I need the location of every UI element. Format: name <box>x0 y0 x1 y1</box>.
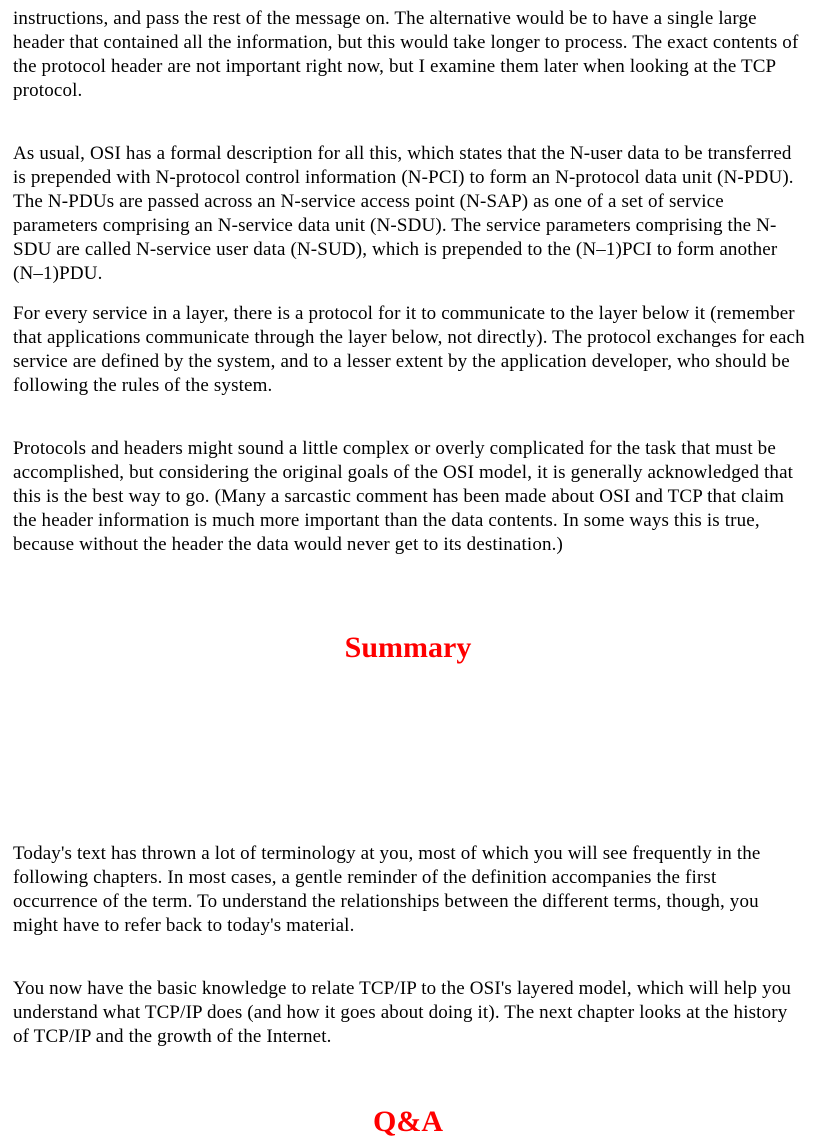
paragraph-osi-formal-description: As usual, OSI has a formal description for all this, which states that the N-user data to be transferred is prepended with N-protocol control information (N-PCI) to form an N-protocol data unit (N-PDU). The N-PDUs are passed across an N-service access point (N-SAP) as one of a set of service parameters comprising an N-service data unit (N-SDU). The service parameters comprising the N-SDU are called N-service user data (N-SUD), which is prepended to the (N–1)PCI to form another (N–1)PDU. <box>13 143 794 284</box>
paragraph-summary-next-chapter: You now have the basic knowledge to relate TCP/IP to the OSI's layered model, which will help you understand what TCP/IP does (and how it goes about doing it). The next chapter looks at the history of TCP/IP and the growth of the Internet. <box>13 978 792 1047</box>
paragraph-layer-protocols: For every service in a layer, there is a protocol for it to communicate to the layer below it (remember that applications communicate through the layer below, not directly). The protocol exchanges for each service are defined by the system, and to a lesser extent by the application developer, who should be following the rules of the system. <box>13 303 805 396</box>
paragraph-protocol-headers-end: instructions, and pass the rest of the message on. The alternative would be to have a single large header that contained all the information, but this would take longer to process. The exact contents of the protocol header are not important right now, but I examine them later when looking at the TCP protocol. <box>13 8 799 101</box>
paragraph-protocols-and-headers: Protocols and headers might sound a little complex or overly complicated for the task that must be accomplished, but considering the original goals of the OSI model, it is generally acknowledged that this is the best way to go. (Many a sarcastic comment has been made about OSI and TCP that claim the header information is much more important than the data contents. In some ways this is true, because without the header the data would never get to its destination.) <box>13 438 794 555</box>
paragraph-summary-terminology: Today's text has thrown a lot of terminology at you, most of which you will see frequently in the following chapters. In most cases, a gentle reminder of the definition accompanies the first occurrence of the term. To understand the relationships between the different terms, though, you might have to refer back to today's material. <box>13 843 761 936</box>
qa-heading: Q&A <box>373 1105 443 1138</box>
summary-heading: Summary <box>344 631 472 664</box>
